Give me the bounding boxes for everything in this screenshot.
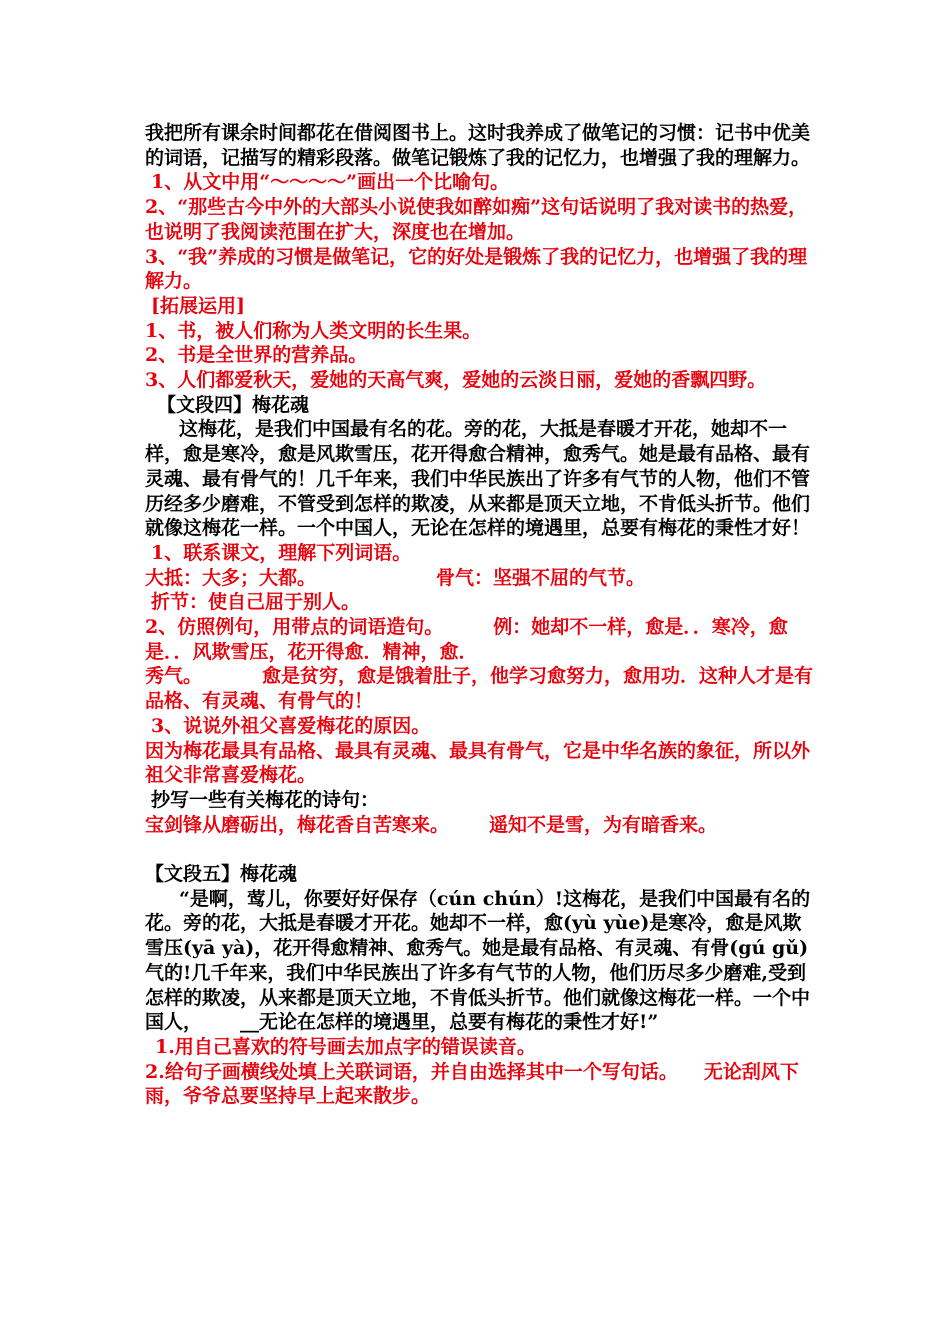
section4-q1: 1、联系课文，理解下列词语。 <box>151 541 412 564</box>
section4-vocab-line <box>145 566 815 591</box>
extension-title: [拓展运用] <box>151 294 245 317</box>
section4-q2-example-end: 秀气。 <box>145 665 203 688</box>
section4-q2-sentence: 愈是贫穷，愈是饿着肚子，他学习愈努力，愈用功．这种人才是有品格、有灵魂、有骨气的！ <box>145 665 814 713</box>
extension-item-1: 1、书，被人们称为人类文明的长生果。 <box>145 319 482 342</box>
vocab-guqi: 骨气：坚强不屈的气节。 <box>436 566 646 589</box>
section5-q2-answer: 无论刮风下雨，爷爷总要坚持早上起来散步。 <box>145 1060 799 1108</box>
section5-passage-a: “是啊，莺儿，你要好好保存（cún chún）!这梅花，是我们中国最有名的花。旁的花，大抵是春暖才开花。她却不一样，愈(yù yùe)是寒冷，愈是风欺雪压(yā yà)，花开得愈精神、愈秀气。她是最有品格、有灵魂、有骨(gú gǔ)气的!几千年来，我们中华民族出了许多有气节的人物，他们历尽多少磨难,受到怎样的欺凌，从来都是顶天立地，不肯低头折节。他们就像这梅花一样。一个中国人， <box>145 887 811 1034</box>
answer-a-q2: 2、“那些古今中外的大部头小说使我如醉如痴”这句话说明了我对读书的热爱，也说明了我阅读范围在扩大，深度也在增加。 <box>145 196 808 243</box>
section5-q2-prompt: 2.给句子画横线处填上关联词语，并自由选择其中一个写句话。 <box>145 1060 678 1083</box>
vocab-dadi: 大抵：大多；大都。 <box>145 566 317 589</box>
poem-line-2: 遥知不是雪，为有暗香来。 <box>489 813 718 836</box>
intro-paragraph: 我把所有课余时间都花在借阅图书上。这时我养成了做笔记的习惯：记书中优美的词语，记描写的精彩段落。做笔记锻炼了我的记忆力，也增强了我的理解力。 <box>145 122 811 169</box>
extension-item-2: 2、书是全世界的营养品。 <box>145 344 368 367</box>
section5-blank: __ <box>240 1011 260 1034</box>
section4-q2 <box>145 615 815 664</box>
vocab-zhejie: 折节：使自己屈于别人。 <box>151 591 361 614</box>
section4-q3: 3、说说外祖父喜爱梅花的原因。 <box>151 714 431 737</box>
section4-q3-answer: 因为梅花最具有品格、最具有灵魂、最具有骨气，它是中华名族的象征，所以外祖父非常喜爱梅花。 <box>145 739 811 787</box>
section5-q1: 1.用自己喜欢的符号画去加点字的错误读音。 <box>155 1036 536 1058</box>
section4-q2-prompt: 2、仿照例句，用带点的词语造句。 <box>145 616 444 639</box>
poem-line-1: 宝剑锋从磨砺出，梅花香自苦寒来。 <box>145 813 450 836</box>
poem-title: 抄写一些有关梅花的诗句： <box>151 788 380 811</box>
answer-a-q3: 3、“我”养成的习惯是做笔记，它的好处是锻炼了我的记忆力，也增强了我的理解力。 <box>145 245 808 293</box>
section4-title: 【文段四】梅花魂 <box>157 393 310 416</box>
section4-q2-example: 例：她却不一样，愈是．．寒冷， <box>493 616 769 639</box>
spacer <box>145 837 815 862</box>
section4-passage: 这梅花，是我们中国最有名的花。旁的花，大抵是春暖才开花，她却不一样，愈是寒冷，愈是风欺雪压，花开得愈合精神，愈秀气。她是最有品格、最有灵魂、最有骨气的！几千年来，我们中华民族出了许多有气节的人物，他们不管历经多少磨难，不管受到怎样的欺凌，从来都是顶天立地，不肯低头折节。他们就像这梅花一样。一个中国人，无论在怎样的境遇里，总要有梅花的秉性才好！ <box>145 418 811 540</box>
section5-title: 【文段五】梅花魂 <box>145 863 298 886</box>
answer-a-q1: 1、从文中用“～～～～”画出一个比喻句。 <box>151 171 510 194</box>
section5-q2 <box>145 1060 815 1109</box>
section5-passage <box>145 887 815 1035</box>
section5-passage-b: 无论在怎样的境遇里，总要有梅花的秉性才好!” <box>259 1011 659 1034</box>
section4-q2-answer <box>145 664 815 713</box>
extension-item-3: 3、人们都爱秋天，爱她的天高气爽，爱她的云淡日丽，爱她的香飘四野。 <box>145 369 767 392</box>
section4-q2-example-cont: 愈是．．风欺雪压，花开得愈．精神，愈． <box>145 616 788 663</box>
poem-lines <box>145 813 815 838</box>
document-page <box>145 121 815 1109</box>
